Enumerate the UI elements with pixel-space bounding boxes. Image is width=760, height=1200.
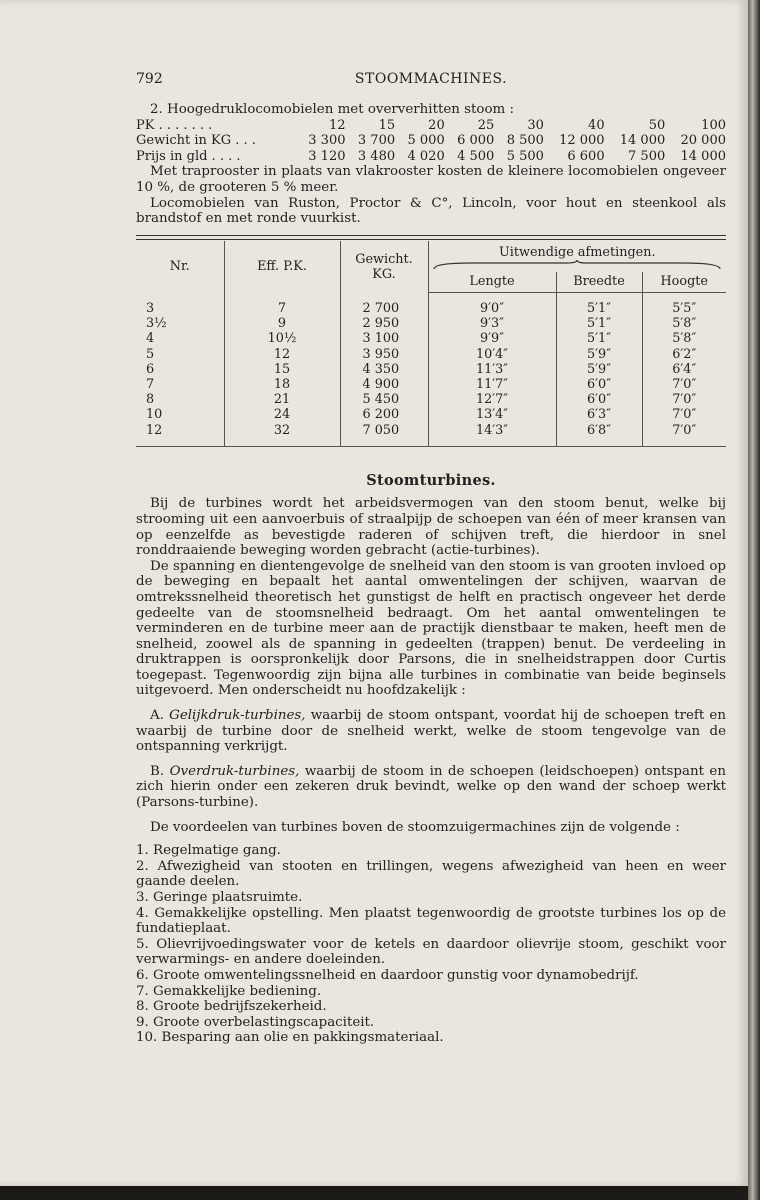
spec-cell: 40	[588, 117, 605, 133]
cell-nr: 12	[136, 423, 224, 447]
spec-cell: 12 000	[559, 133, 605, 149]
table-row	[136, 392, 726, 407]
spec-cell: 3 700	[357, 133, 396, 149]
cell-nr: 3½	[136, 316, 224, 331]
spec-cell: 5 500	[506, 148, 544, 164]
cell-eff-pk: 15	[224, 362, 340, 377]
cell-width: 6′0″	[556, 377, 642, 392]
cell-height: 5′8″	[672, 331, 697, 347]
table-row	[136, 407, 726, 422]
cell-width: 6′8″	[556, 423, 642, 447]
cell-eff-pk: 10½	[224, 331, 340, 346]
advantage-item: 5. Olievrijvoedingswater voor de ketels en daardoor olievrije stoom, geschikt voor verwarmings- en andere doeleinden.	[136, 936, 726, 968]
cell-length: 11′7″	[428, 377, 556, 392]
spec-cell: 15	[378, 117, 396, 133]
cell-height: 7′0″	[672, 422, 697, 438]
advantage-item: 8. Groote bedrijfszekerheid.	[136, 999, 327, 1015]
cell-length: 11′3″	[428, 362, 556, 377]
advantage-item: 4. Gemakkelijke opstelling. Men plaatst tegenwoordig de grootste turbines los op de fundatieplaat.	[136, 905, 726, 937]
cell-width: 5′1″	[556, 316, 642, 331]
cell-weight: 2 700	[340, 292, 428, 316]
type-b-prefix: B.	[150, 763, 165, 779]
cell-nr: 3	[136, 292, 224, 316]
type-a-prefix: A.	[150, 708, 164, 724]
advantage-item: 6. Groote omwentelingssnelheid en daardoor gunstig voor dynamobedrijf.	[136, 967, 639, 983]
advantage-item: 1. Regelmatige gang.	[136, 843, 281, 859]
cell-eff-pk: 24	[224, 407, 340, 422]
spec-cell: 3 480	[357, 148, 396, 164]
spec-cell: 20 000	[680, 133, 726, 149]
cell-width: 6′3″	[556, 407, 642, 422]
type-a-paragraph	[136, 708, 726, 755]
page-header	[136, 72, 726, 92]
cell-weight: 7 050	[340, 423, 428, 447]
table-row	[136, 362, 726, 377]
page-content	[136, 72, 726, 1046]
cell-width: 5′9″	[556, 362, 642, 377]
cell-eff-pk: 12	[224, 347, 340, 362]
type-a-text: waarbij de stoom ontspant, voordat hij de schoepen treft en waarbij de turbine door de snelheid werkt, welke de stoom tengevolge van de ontspanning verkrijgt.	[136, 708, 726, 755]
cell-width: 6′0″	[556, 392, 642, 407]
cell-weight: 6 200	[340, 407, 428, 422]
advantage-item: 10. Besparing aan olie en pakkingsmateriaal.	[136, 1030, 444, 1046]
spec-row-label: PK . . . . . . .	[136, 117, 213, 133]
cell-weight: 4 900	[340, 377, 428, 392]
spec-cell: 30	[527, 117, 544, 133]
turbines-heading: Stoomturbines.	[366, 471, 496, 489]
cell-eff-pk: 9	[224, 316, 340, 331]
spec-cell: 100	[701, 117, 726, 133]
cell-weight: 3 950	[340, 347, 428, 362]
spec-cell: 25	[477, 117, 495, 133]
note-ruston: Locomobielen van Ruston, Proctor & C°, Lincoln, voor hout en steenkool als brandstof en met ronde vuurkist.	[136, 195, 726, 227]
spec-row-label: Gewicht in KG . . .	[136, 133, 256, 149]
table-row	[136, 316, 726, 331]
cell-width: 5′9″	[556, 347, 642, 362]
advantage-item: 7. Gemakkelijke bediening.	[136, 983, 322, 999]
header-weight	[340, 241, 428, 293]
locomobile-spec-table	[136, 118, 726, 165]
spec-cell: 6 000	[457, 133, 495, 149]
cell-nr: 7	[136, 377, 224, 392]
spec-cell: 14 000	[619, 133, 666, 149]
spec-row	[136, 149, 726, 165]
type-a-term: Gelijkdruk-turbines,	[169, 708, 306, 724]
header-length: Lengte	[428, 272, 556, 292]
note-traprooster: Met traprooster in plaats van vlakrooster kosten de kleinere locomobielen ongeveer 10 %, de grooteren 5 % meer.	[136, 164, 726, 195]
cell-height: 5′5″	[672, 300, 697, 316]
cell-length: 14′3″	[428, 423, 556, 447]
cell-length: 9′3″	[428, 316, 556, 331]
header-dimensions-group	[428, 241, 726, 273]
advantages-intro: De voordeelen van turbines boven de stoomzuigermachines zijn de volgende :	[150, 819, 680, 835]
table-row	[136, 292, 726, 316]
spec-cell: 20	[428, 117, 445, 133]
spec-cell: 5 000	[407, 133, 445, 149]
cell-eff-pk: 18	[224, 377, 340, 392]
advantage-item: 3. Geringe plaatsruimte.	[136, 890, 303, 906]
spec-cell: 4 020	[407, 148, 445, 164]
spec-cell: 12	[328, 117, 346, 133]
cell-length: 13′4″	[428, 407, 556, 422]
spec-row	[136, 133, 726, 149]
cell-weight: 4 350	[340, 362, 428, 377]
cell-height: 5′8″	[672, 316, 697, 332]
cell-weight: 2 950	[340, 316, 428, 331]
cell-length: 9′0″	[428, 292, 556, 316]
type-b-term: Overdruk-turbines,	[169, 763, 300, 779]
spec-cell: 7 500	[628, 148, 666, 164]
table-row	[136, 423, 726, 447]
spec-cell: 8 500	[506, 133, 544, 149]
cell-height: 7′0″	[672, 376, 697, 392]
page-number: 792	[136, 71, 163, 87]
type-b-text: waarbij de stoom in de schoepen (leidschoepen) ontspant en zich hierin onder een zekeren druk bevindt, welke op den wand der schoep werkt (Parsons-turbine).	[136, 763, 726, 811]
cell-eff-pk: 21	[224, 392, 340, 407]
cell-eff-pk: 32	[224, 423, 340, 447]
cell-nr: 6	[136, 362, 224, 377]
cell-width: 5′1″	[556, 292, 642, 316]
cell-height: 6′2″	[672, 346, 697, 362]
cell-height: 6′4″	[672, 361, 697, 377]
table-row	[136, 347, 726, 362]
spec-cell: 14 000	[680, 148, 726, 164]
table-row	[136, 331, 726, 346]
cell-length: 12′7″	[428, 392, 556, 407]
spec-cell: 3 300	[308, 133, 346, 149]
cell-eff-pk: 7	[224, 292, 340, 316]
cell-length: 10′4″	[428, 347, 556, 362]
header-weight-label: Gewicht. KG.	[355, 251, 413, 282]
cell-width: 5′1″	[556, 331, 642, 346]
header-nr: Nr.	[136, 241, 224, 293]
advantage-item: 2. Afwezigheid van stooten en trillingen, wegens afwezigheid van heen en weer gaande deelen.	[136, 858, 726, 890]
spec-row	[136, 118, 726, 134]
spec-cell: 4 500	[457, 148, 495, 164]
cell-height: 7′0″	[672, 407, 697, 423]
spec-row-label: Prijs in gld . . . .	[136, 148, 241, 164]
brace-icon	[432, 260, 722, 270]
running-title: STOOMMACHINES.	[354, 71, 508, 87]
table-row	[136, 377, 726, 392]
turbines-paragraph-2: De spanning en dientengevolge de snelheid van den stoom is van grooten invloed op de beweging en bepaalt het aantal omwentelingen der schijven, waarvan de omtrekssnelheid theoretisch het gunstigst de helft en practisch ongeveer het derde gedeelte van de stoomsnelheid bedraagt. Om het aantal omwentelingen te verminderen en de turbine meer aan de practijk dienstbaar te maken, heeft men de snelheid, zoowel als de spanning in gedeelten (trappen) benut. De verdeeling in druktrappen is oorspronkelijk door Parsons, die in snelheidstrappen door Curtis toegepast. Tegenwoordig zijn bijna alle turbines in combinatie van beide beginsels uitgevoerd. Men onderscheidt nu hoofdzakelijk :	[136, 558, 726, 699]
page-edge	[748, 0, 760, 1200]
turbines-paragraph-1: Bij de turbines wordt het arbeidsvermogen van den stoom benut, welke bij strooming uit een aanvoerbuis of straalpijp de schoepen van één of meer kransen van op eenzelfde as bevestigde raderen of schijven treft, die hierdoor in snel ronddraaiende beweging worden gebracht (actie-turbines).	[136, 496, 726, 559]
cell-nr: 4	[136, 331, 224, 346]
spec-cell: 50	[648, 117, 666, 133]
advantage-item: 9. Groote overbelastingscapaciteit.	[136, 1014, 375, 1030]
cell-length: 9′9″	[428, 331, 556, 346]
type-b-paragraph	[136, 764, 726, 811]
dimensions-table	[136, 241, 726, 447]
cell-height: 7′0″	[672, 392, 697, 408]
cell-nr: 5	[136, 347, 224, 362]
cell-weight: 3 100	[340, 331, 428, 346]
cell-nr: 10	[136, 407, 224, 422]
advantages-list	[136, 843, 726, 1046]
header-dimensions-label: Uitwendige afmetingen.	[498, 244, 656, 260]
header-eff-pk: Eff. P.K.	[224, 241, 340, 293]
header-width: Breedte	[556, 272, 642, 292]
header-height: Hoogte	[642, 272, 726, 292]
cell-weight: 5 450	[340, 392, 428, 407]
cell-nr: 8	[136, 392, 224, 407]
spec-cell: 3 120	[308, 148, 346, 164]
spec-cell: 6 600	[567, 148, 605, 164]
section-title: 2. Hoogedruklocomobielen met oververhitten stoom :	[150, 102, 514, 117]
table-top-rule	[136, 235, 726, 240]
